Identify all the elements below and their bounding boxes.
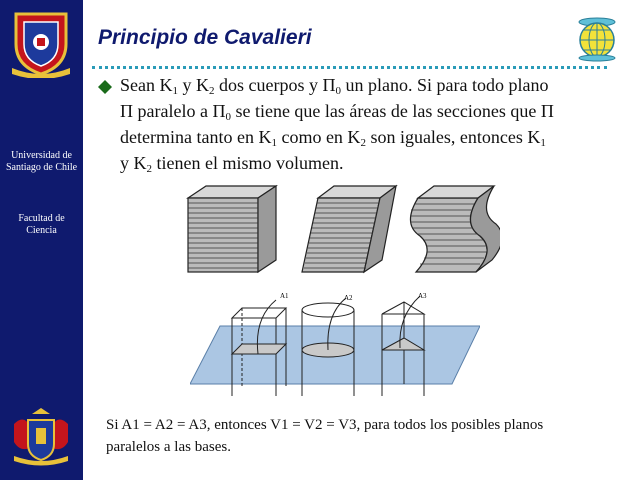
theorem-line-4: y $K_2$ tienen el mismo volumen. [120, 153, 344, 174]
diamond-bullet-icon [98, 80, 112, 94]
page-title: Principio de Cavalieri [98, 26, 312, 49]
theorem-text [120, 72, 630, 174]
conclusion-line-1: Si A1 = A2 = A3, entonces V1 = V2 = V3, para todos los posibles planos [106, 417, 544, 433]
university-name: Universidad de Santiago de Chile [5, 150, 78, 173]
theorem-line-1: Sean $K_1$ y $K_2$ dos cuerpos y $\Pi_0$ un plano. Si para todo plano [120, 75, 549, 97]
label-a3: A3 [418, 292, 427, 300]
stack-oblique [302, 186, 396, 272]
stacked-solids-figure [150, 178, 500, 280]
conclusion-line-2: paralelos a las bases. [106, 439, 231, 455]
cross-section-figure [190, 288, 480, 398]
stack-prism [188, 186, 276, 272]
globe-icon [576, 16, 618, 62]
title-divider [92, 66, 607, 69]
faculty-crest-icon [10, 408, 72, 466]
label-a2: A2 [344, 294, 353, 302]
university-crest-icon [10, 10, 72, 78]
theorem-line-2: Π paralelo a $\Pi_0$ se tiene que las áreas de las secciones que Π [120, 101, 554, 123]
faculty-name: Facultad de Ciencia [18, 213, 65, 236]
stack-curved [410, 186, 500, 272]
conclusion-text [106, 414, 636, 458]
theorem-line-3: determina tanto en $K_1$ como en $K_2$ son iguales, entonces $K_1$ [120, 127, 546, 149]
label-a1: A1 [280, 292, 289, 300]
sidebar [0, 0, 83, 480]
